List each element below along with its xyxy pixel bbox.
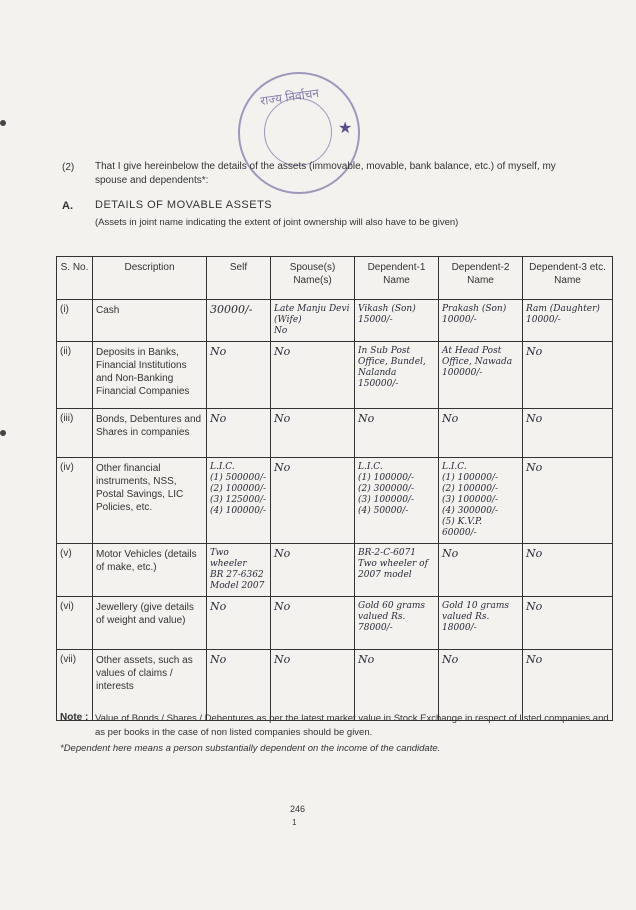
row-description: Jewellery (give details of weight and value): [93, 597, 207, 650]
movable-assets-table: [56, 256, 613, 721]
row-description: Other assets, such as values of claims / interests: [93, 650, 207, 721]
spouse-value: No: [271, 409, 355, 458]
table-row: [57, 650, 613, 721]
row-number: (ii): [57, 342, 93, 409]
dependent2-value: No: [439, 409, 523, 458]
section-subtitle: (Assets in joint name indicating the extent of joint ownership will also have to be given): [95, 217, 459, 228]
row-description: Other financial instruments, NSS, Postal Savings, LIC Policies, etc.: [93, 458, 207, 544]
header-cell: Description: [93, 257, 207, 300]
page-number: 246: [290, 804, 306, 814]
row-number: (vii): [57, 650, 93, 721]
dependent2-value: Gold 10 grams valued Rs. 18000/-: [439, 597, 523, 650]
dependent3-value: No: [523, 544, 613, 597]
dependent2-value: No: [439, 650, 523, 721]
dependent2-value: L.I.C. (1) 100000/- (2) 100000/- (3) 100000/- (4) 300000/- (5) K.V.P. 60000/-: [439, 458, 523, 544]
note-text: Value of Bonds / Shares / Debentures as per the latest market value in Stock Exchange in respect of listed companies and as per books in the case of non listed companies should be given.: [95, 713, 609, 738]
row-number: (v): [57, 544, 93, 597]
punch-hole: [0, 430, 6, 436]
header-cell: Spouse(s) Name(s): [271, 257, 355, 300]
self-value: No: [207, 597, 271, 650]
self-value: L.I.C. (1) 500000/- (2) 100000/- (3) 125000/- (4) 100000/-: [207, 458, 271, 544]
table-row: [57, 409, 613, 458]
row-description: Bonds, Debentures and Shares in companies: [93, 409, 207, 458]
header-cell: S. No.: [57, 257, 93, 300]
dependent3-value: No: [523, 342, 613, 409]
table-row: [57, 544, 613, 597]
row-number: (iii): [57, 409, 93, 458]
dependent-footnote: *Dependent here means a person substantially dependent on the income of the candidate.: [60, 743, 441, 754]
header-cell: Self: [207, 257, 271, 300]
page-mark: 1: [292, 818, 297, 827]
row-description: Cash: [93, 300, 207, 342]
self-value: Two wheeler BR 27-6362 Model 2007: [207, 544, 271, 597]
dependent3-value: No: [523, 650, 613, 721]
spouse-value: No: [271, 342, 355, 409]
dependent3-value: No: [523, 409, 613, 458]
dependent3-value: Ram (Daughter) 10000/-: [523, 300, 613, 342]
table-header-row: [57, 257, 613, 300]
dependent1-value: Vikash (Son) 15000/-: [355, 300, 439, 342]
table-row: [57, 597, 613, 650]
dependent1-value: Gold 60 grams valued Rs. 78000/-: [355, 597, 439, 650]
self-value: 30000/-: [207, 300, 271, 342]
dependent3-value: No: [523, 458, 613, 544]
header-cell: Dependent-1 Name: [355, 257, 439, 300]
spouse-value: No: [271, 458, 355, 544]
spouse-value: No: [271, 544, 355, 597]
section-letter: A.: [62, 200, 73, 212]
dependent1-value: BR-2-C-6071 Two wheeler of 2007 model: [355, 544, 439, 597]
section-title: DETAILS OF MOVABLE ASSETS: [95, 199, 273, 211]
dependent1-value: No: [355, 650, 439, 721]
row-number: (iv): [57, 458, 93, 544]
section-text: That I give hereinbelow the details of the assets (immovable, movable, bank balance, etc.) of myself, my spouse and dependents*:: [95, 161, 556, 186]
table-row: [57, 342, 613, 409]
spouse-value: No: [271, 650, 355, 721]
self-value: No: [207, 650, 271, 721]
dependent1-value: No: [355, 409, 439, 458]
spouse-value: No: [271, 597, 355, 650]
row-description: Deposits in Banks, Financial Institutions and Non-Banking Financial Companies: [93, 342, 207, 409]
header-cell: Dependent-3 etc. Name: [523, 257, 613, 300]
self-value: No: [207, 342, 271, 409]
spouse-value: Late Manju Devi (Wife) No: [271, 300, 355, 342]
punch-hole: [0, 120, 6, 126]
table-row: [57, 458, 613, 544]
row-number: (vi): [57, 597, 93, 650]
note-label: Note :: [60, 712, 89, 723]
section-number: (2): [62, 162, 75, 173]
star-icon: ★: [338, 120, 353, 137]
dependent2-value: No: [439, 544, 523, 597]
dependent2-value: At Head Post Office, Nawada 100000/-: [439, 342, 523, 409]
header-cell: Dependent-2 Name: [439, 257, 523, 300]
table-row: [57, 300, 613, 342]
self-value: No: [207, 409, 271, 458]
row-number: (i): [57, 300, 93, 342]
dependent1-value: L.I.C. (1) 100000/- (2) 300000/- (3) 100000/- (4) 50000/-: [355, 458, 439, 544]
dependent2-value: Prakash (Son) 10000/-: [439, 300, 523, 342]
seal-text: राज्य निर्वाचन: [259, 85, 320, 109]
row-description: Motor Vehicles (details of make, etc.): [93, 544, 207, 597]
dependent3-value: No: [523, 597, 613, 650]
dependent1-value: In Sub Post Office, Bundel, Nalanda 150000/-: [355, 342, 439, 409]
